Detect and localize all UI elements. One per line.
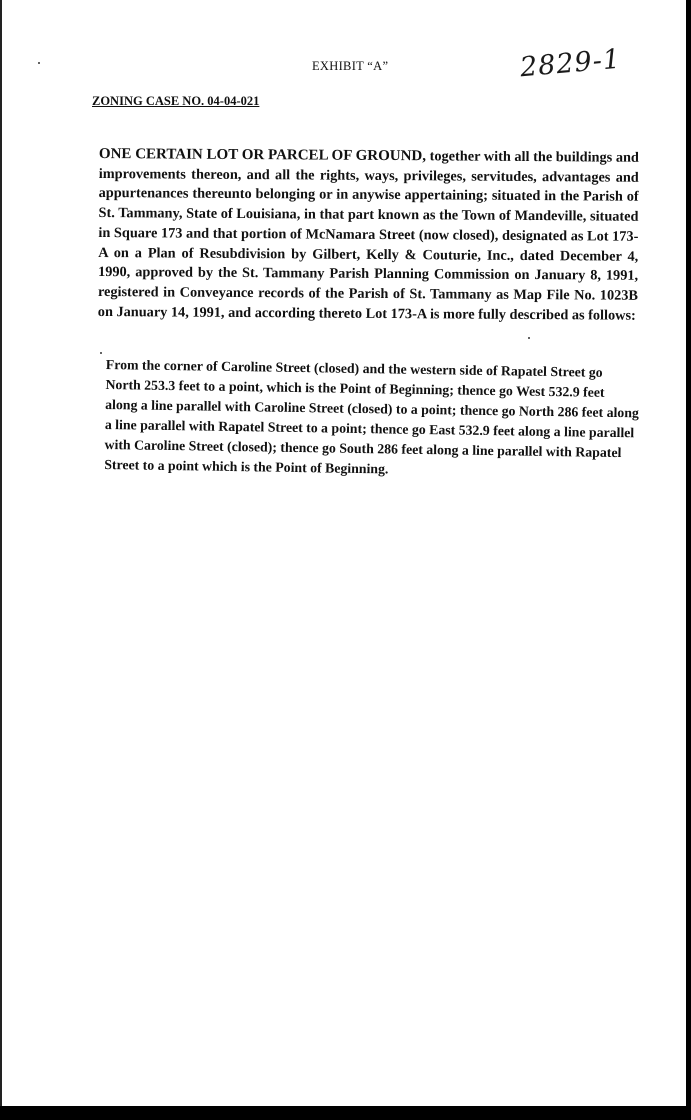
scan-speck (38, 62, 40, 64)
legal-description-body: together with all the buildings and improvements thereon, and all the rights, ways, privileges, servitudes, advantages and appurtenances thereunto belonging or in anywise appertaining; situated in the Parish of St. Tammany, State of Louisiana, in that part known as the Town of Mandeville, situated in Square 173 and that portion of McNamara Street (now closed), designated as Lot 173-A on a Plan of Resubdivision by Gilbert, Kelly & Couturie, Inc., dated December 4, 1990, approved by the St. Tammany Parish Planning Commission on January 8, 1991, registered in Conveyance records of the Parish of St. Tammany as Map File No. 1023B on January 14, 1991, and according thereto Lot 173-A is more fully described as follows: (97, 148, 639, 324)
zoning-case-number: ZONING CASE NO. 04-04-021 (92, 94, 260, 108)
handwritten-document-number: 2829-1 (518, 43, 623, 84)
scan-speck (100, 352, 102, 354)
scan-edge-left (0, 0, 2, 1120)
exhibit-title: EXHIBIT “A” (312, 59, 389, 73)
scan-speck (528, 337, 530, 339)
metes-and-bounds-paragraph: From the corner of Caroline Street (closed) and the western side of Rapatel Street go North 253.3 feet to a point, which is the Point of Beginning; thence go West 532.9 feet along a line parallel with Caroline Street (closed) to a point; thence go North 286 feet along a line parallel with Rapatel Street to a point; thence go East 532.9 feet along a line parallel with Caroline Street (closed); thence go South 286 feet along a line parallel with Rapatel Street to a point which is the Point of Beginning. (104, 356, 639, 477)
legal-description-lead-in: ONE CERTAIN LOT OR PARCEL OF GROUND, (98, 145, 427, 165)
scan-edge-bottom (0, 1106, 691, 1120)
scan-edge-right (686, 0, 691, 1120)
legal-description-paragraph (98, 145, 639, 326)
